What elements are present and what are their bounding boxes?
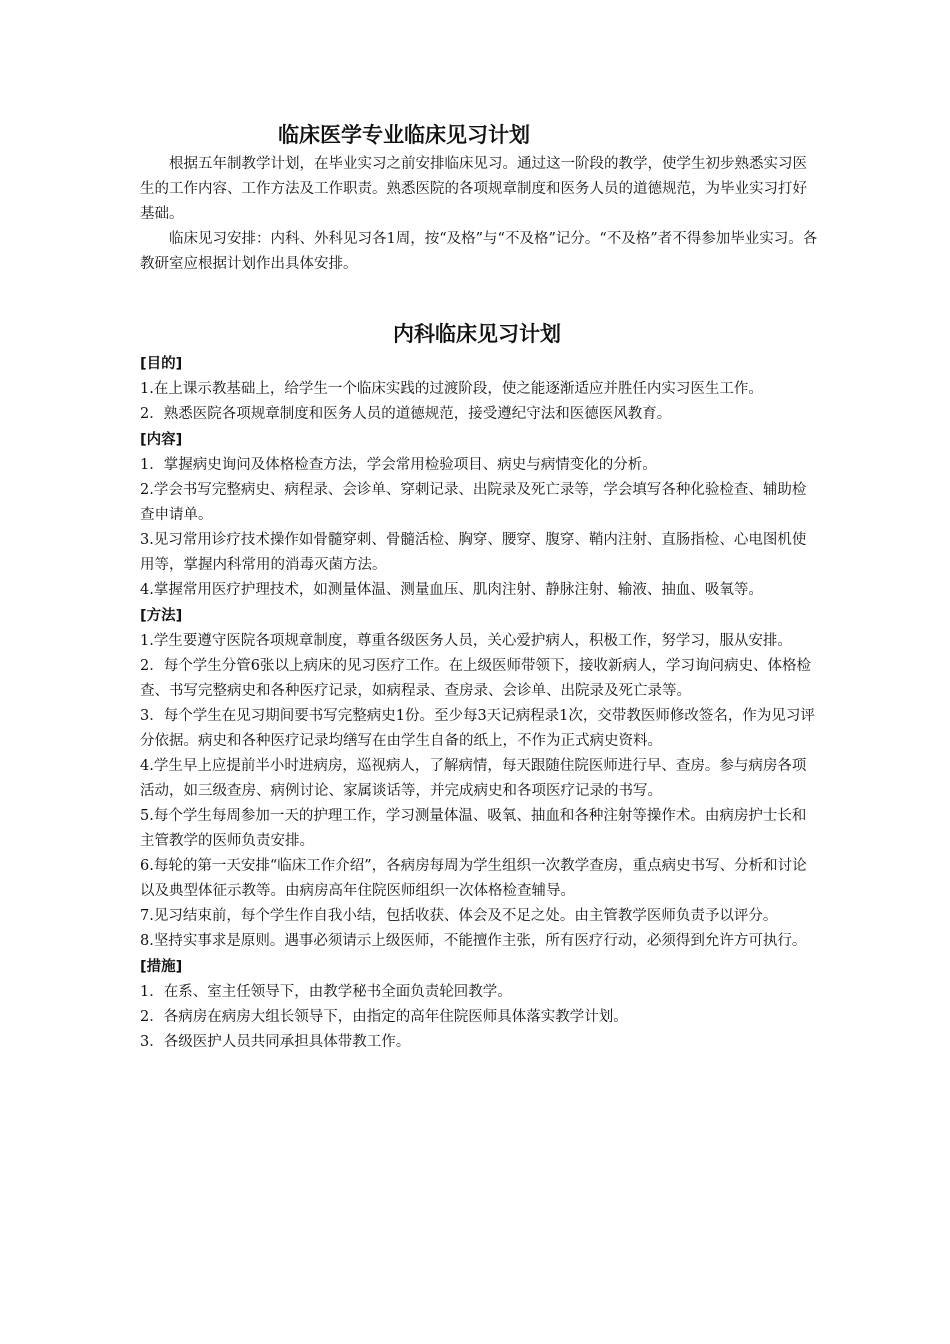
list-item: 4.掌握常用医疗护理技术，如测量体温、测量血压、肌肉注射、静脉注射、输液、抽血、吸氧等。	[140, 582, 763, 598]
list-item: 8.坚持实事求是原则。遇事必须请示上级医师，不能擅作主张，所有医疗行动，必须得到允许方可执行。	[140, 933, 807, 949]
section-title: 内科临床见习计划	[393, 322, 561, 346]
section-purpose	[140, 352, 820, 427]
section-heading: [方法]	[140, 608, 183, 624]
section-heading: [目的]	[140, 356, 183, 372]
list-item: 2．各病房在病房大组长领导下，由指定的高年住院医师具体落实教学计划。	[140, 1009, 628, 1025]
list-item: 1.学生要遵守医院各项规章制度，尊重各级医务人员，关心爱护病人，积极工作，努学习，服从安排。	[140, 633, 792, 649]
list-item: 3．各级医护人员共同承担具体带教工作。	[140, 1034, 411, 1050]
list-item: 1.在上课示教基础上，给学生一个临床实践的过渡阶段，使之能逐渐适应并胜任内实习医生工作。	[140, 381, 763, 397]
list-item: 4.学生早上应提前半小时进病房，巡视病人，了解病情，每天跟随住院医师进行早、查房。参与病房各项活动，如三级查房、病例讨论、家属谈话等，并完成病史和各项医疗记录的书写。	[140, 758, 807, 799]
document-title: 临床医学专业临床见习计划	[278, 123, 530, 147]
list-item: 3.见习常用诊疗技术操作如骨髓穿刺、骨髓活检、胸穿、腰穿、腹穿、鞘内注射、直肠指检、心电图机使用等，掌握内科常用的消毒灭菌方法。	[140, 532, 807, 573]
list-item: 3．每个学生在见习期间要书写完整病史1份。至少每3天记病程录1次，交带教医师修改签名，作为见习评分依据。病史和各种医疗记录均缮写在由学生自备的纸上，不作为正式病史资料。	[140, 708, 815, 749]
list-item: 1．在系、室主任领导下，由教学秘书全面负责轮回教学。	[140, 984, 512, 1000]
list-item: 1．掌握病史询问及体格检查方法，学会常用检验项目、病史与病情变化的分析。	[140, 457, 657, 473]
document-page	[140, 118, 820, 1055]
section-heading: [措施]	[140, 959, 183, 975]
section-content	[140, 428, 820, 603]
section-measures	[140, 955, 820, 1055]
section-heading: [内容]	[140, 432, 183, 448]
intro-paragraph: 根据五年制教学计划，在毕业实习之前安排临床见习。通过这一阶段的教学，使学生初步熟悉实习医生的工作内容、工作方法及工作职责。熟悉医院的各项规章制度和医务人员的道德规范，为毕业实习打好基础。	[140, 156, 807, 222]
list-item: 2.学会书写完整病史、病程录、会诊单、穿刺记录、出院录及死亡录等，学会填写各种化验检查、辅助检查申请单。	[140, 482, 807, 523]
list-item: 5.每个学生每周参加一天的护理工作，学习测量体温、吸氧、抽血和各种注射等操作术。由病房护士长和主管教学的医师负责安排。	[140, 808, 807, 849]
list-item: 2．每个学生分管6张以上病床的见习医疗工作。在上级医师带领下，接收新病人，学习询问病史、体格检查、书写完整病史和各种医疗记录，如病程录、查房录、会诊单、出院录及死亡录等。	[140, 658, 811, 699]
intro-paragraph: 临床见习安排：内科、外科见习各1周，按“及格”与“不及格”记分。“不及格”者不得参加毕业实习。各教研室应根据计划作出具体安排。	[140, 231, 818, 272]
list-item: 2．熟悉医院各项规章制度和医务人员的道德规范，接受遵纪守法和医德医风教育。	[140, 406, 672, 422]
section-method	[140, 604, 820, 954]
list-item: 7.见习结束前，每个学生作自我小结，包括收获、体会及不足之处。由主管教学医师负责予以评分。	[140, 908, 778, 924]
list-item: 6.每轮的第一天安排“临床工作介绍”，各病房每周为学生组织一次教学查房，重点病史书写、分析和讨论以及典型体征示教等。由病房高年住院医师组织一次体格检查辅导。	[140, 858, 807, 899]
